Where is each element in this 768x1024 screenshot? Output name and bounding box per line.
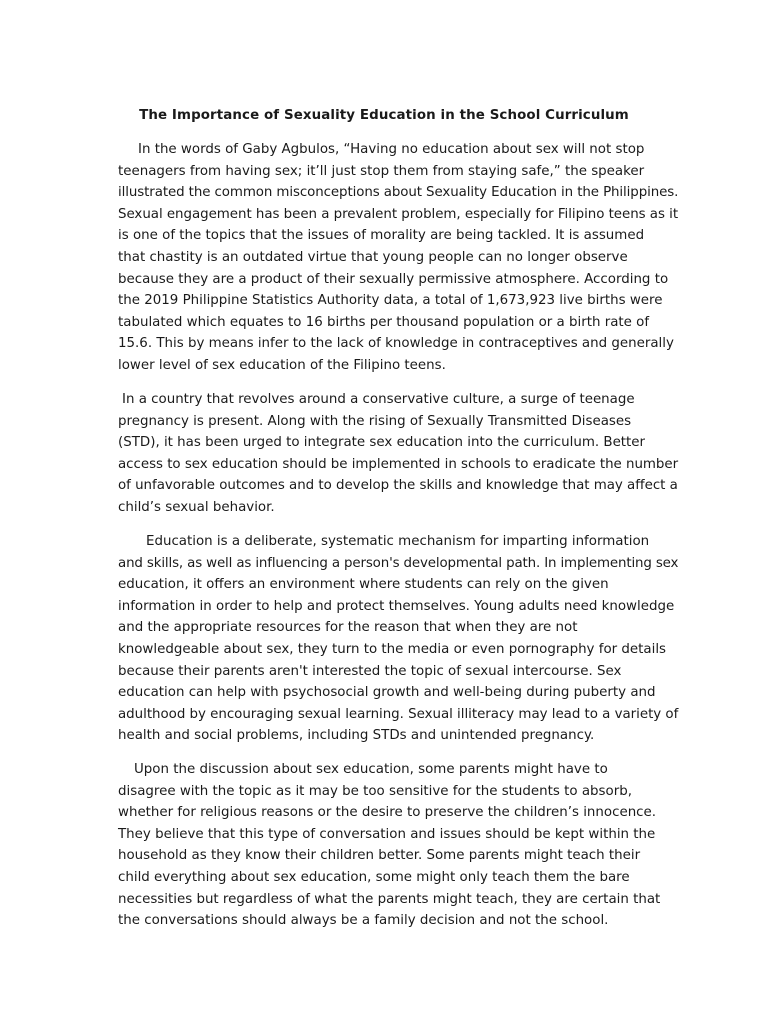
paragraph-line: education can help with psychosocial growth and well-being during puberty and (118, 685, 656, 701)
paragraph-line: child everything about sex education, some might only teach them the bare (118, 869, 630, 885)
paragraph-line: the conversations should always be a family decision and not the school. (118, 913, 609, 929)
paragraph-line: tabulated which equates to 16 births per thousand population or a birth rate of (118, 314, 650, 330)
paragraph-line: household as they know their children better. Some parents might teach their (118, 848, 641, 864)
paragraph-4 (118, 759, 678, 932)
paragraph-line: teenagers from having sex; it’ll just stop them from staying safe,” the speaker (118, 163, 645, 179)
paragraph-line: whether for religious reasons or the desire to preserve the children’s innocence. (118, 805, 657, 821)
paragraph-3 (118, 531, 678, 747)
paragraph-line: disagree with the topic as it may be too sensitive for the students to absorb, (118, 783, 632, 799)
document-title: The Importance of Sexuality Education in the School Curriculum (139, 108, 629, 123)
paragraph-line: lower level of sex education of the Filipino teens. (118, 357, 446, 373)
paragraph-line: because they are a product of their sexually permissive atmosphere. According to (118, 271, 669, 287)
paragraph-1 (118, 139, 678, 377)
paragraph-line: that chastity is an outdated virtue that young people can no longer observe (118, 249, 628, 265)
paragraph-line: necessities but regardless of what the parents might teach, they are certain that (118, 891, 661, 907)
paragraph-line: access to sex education should be implemented in schools to eradicate the number (118, 456, 679, 472)
paragraph-line: knowledgeable about sex, they turn to the media or even pornography for details (118, 641, 667, 657)
paragraph-line: child’s sexual behavior. (118, 499, 275, 515)
paragraph-line: education, it offers an environment where students can rely on the given (118, 577, 609, 593)
paragraph-2 (118, 389, 678, 519)
paragraph-line: because their parents aren't interested the topic of sexual intercourse. Sex (118, 663, 622, 679)
paragraph-line: illustrated the common misconceptions about Sexuality Education in the Philippines. (118, 185, 679, 201)
paragraph-line: health and social problems, including STDs and unintended pregnancy. (118, 728, 595, 744)
paragraph-line: (STD), it has been urged to integrate sex education into the curriculum. Better (118, 435, 646, 451)
paragraph-line: and skills, as well as influencing a person's developmental path. In implementing sex (118, 555, 679, 571)
paragraph-line: In the words of Gaby Agbulos, “Having no education about sex will not stop (138, 142, 645, 157)
paragraph-line: information in order to help and protect themselves. Young adults need knowledge (118, 598, 675, 614)
paragraph-line: is one of the topics that the issues of morality are being tackled. It is assumed (118, 228, 645, 244)
paragraph-line: 15.6. This by means infer to the lack of knowledge in contraceptives and generally (118, 336, 674, 352)
paragraph-line: Sexual engagement has been a prevalent problem, especially for Filipino teens as it (118, 206, 679, 222)
paragraph-line: In a country that revolves around a conservative culture, a surge of teenage (122, 392, 635, 407)
paragraph-line: They believe that this type of conversation and issues should be kept within the (118, 826, 656, 842)
paragraph-line: and the appropriate resources for the reason that when they are not (118, 620, 578, 636)
paragraph-line: of unfavorable outcomes and to develop the skills and knowledge that may affect a (118, 478, 678, 494)
paragraph-line: the 2019 Philippine Statistics Authority data, a total of 1,673,923 live births were (118, 293, 663, 309)
paragraph-line: Upon the discussion about sex education, some parents might have to (134, 762, 608, 777)
paragraph-line: adulthood by encouraging sexual learning. Sexual illiteracy may lead to a variety of (118, 706, 679, 722)
paragraph-line: pregnancy is present. Along with the rising of Sexually Transmitted Diseases (118, 413, 632, 429)
paragraph-line: Education is a deliberate, systematic mechanism for imparting information (146, 534, 650, 549)
